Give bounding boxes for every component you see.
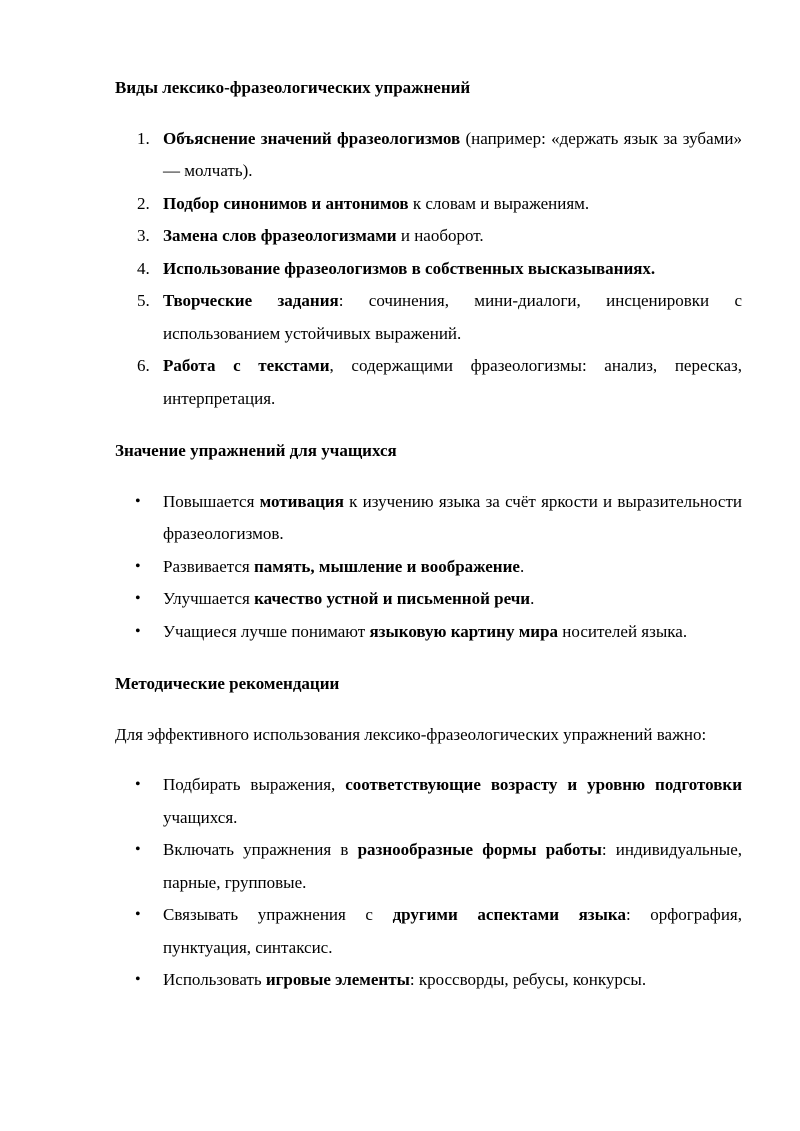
- list-item: [115, 253, 742, 286]
- list-item: [115, 285, 742, 350]
- list-item: [115, 123, 742, 188]
- list-item: [115, 350, 742, 415]
- list-item: [115, 188, 742, 221]
- list-number: 2.: [137, 193, 150, 213]
- bold-text: мотивация: [259, 491, 344, 511]
- text-run: : кроссворды, ребусы, конкурсы.: [409, 970, 647, 989]
- list-number: 4.: [137, 258, 150, 278]
- text-run: : индивидуальные, парные, групповые.: [163, 840, 742, 892]
- list-item: [115, 769, 742, 834]
- bold-text: языковую картину мира: [369, 621, 559, 641]
- text-run: .: [519, 556, 525, 576]
- bold-text: соответствующие возрасту и уровню подготовки: [345, 775, 742, 794]
- text-run: Учащиеся лучше понимают: [163, 621, 370, 641]
- bold-text: качество устной и письменной речи: [254, 589, 531, 608]
- list-item: [115, 220, 742, 253]
- heading-exercise-value: Значение упражнений для учащихся: [115, 441, 397, 460]
- text-run: : сочинения, мини-диалоги, инсценировки с использованием устойчивых выражений.: [163, 291, 743, 343]
- bullet-list-method-recommendations: [115, 769, 742, 997]
- text-run: Развивается: [163, 556, 254, 576]
- bullet-marker: •: [135, 622, 141, 640]
- bold-text: память, мышление и воображение: [254, 556, 520, 576]
- text-run: : орфография, пунктуация, синтаксис.: [163, 905, 742, 957]
- text-run: к изучению языка за счёт яркости и выразительности фразеологизмов.: [163, 491, 742, 543]
- bullet-list-exercise-value: [115, 486, 742, 649]
- bold-text: другими аспектами языка: [392, 905, 626, 924]
- bullet-marker: •: [135, 906, 141, 923]
- text-run: Использовать: [163, 970, 266, 989]
- bold-text: Подбор синонимов и антонимов: [163, 193, 409, 213]
- bold-text: игровые элементы: [265, 970, 410, 989]
- list-number: 6.: [137, 356, 150, 375]
- list-number: 5.: [137, 291, 150, 310]
- bullet-marker: •: [135, 971, 141, 988]
- text-run: Улучшается: [163, 589, 255, 608]
- bold-text: Замена слов фразеологизмами: [163, 226, 397, 245]
- bullet-marker: •: [135, 557, 141, 575]
- list-item: [115, 834, 742, 899]
- bold-text: Работа с текстами: [163, 356, 330, 375]
- bold-text: Использование фразеологизмов в собственных высказываниях.: [163, 258, 656, 278]
- text-run: (например: «держать язык за зубами» — молчать).: [163, 128, 742, 180]
- bold-text: разнообразные формы работы: [357, 840, 602, 859]
- text-run: , содержащими фразеологизмы: анализ, пересказ, интерпретация.: [163, 356, 742, 408]
- document-page: [115, 72, 742, 997]
- text-run: Связывать упражнения с: [163, 905, 393, 924]
- numbered-list-exercise-types: [115, 123, 742, 416]
- list-item: [115, 583, 742, 616]
- text-run: носителей языка.: [558, 621, 688, 641]
- bold-text: Объяснение значений фразеологизмов: [163, 128, 461, 148]
- list-number: 1.: [137, 128, 150, 148]
- bullet-marker: •: [135, 590, 141, 607]
- text-run: Подбирать выражения,: [163, 775, 346, 794]
- list-item: [115, 899, 742, 964]
- list-item: [115, 486, 742, 551]
- text-run: и наоборот.: [396, 226, 484, 245]
- text-run: Повышается: [163, 491, 260, 511]
- bullet-marker: •: [135, 776, 141, 793]
- method-intro-paragraph: Для эффективного использования лексико-фразеологических упражнений важно:: [115, 724, 707, 744]
- bullet-marker: •: [135, 492, 141, 510]
- text-run: Включать упражнения в: [163, 840, 358, 859]
- text-run: учащихся.: [163, 807, 238, 827]
- text-run: к словам и выражениям.: [408, 193, 590, 213]
- list-item: [115, 616, 742, 649]
- heading-method-recommendations: Методические рекомендации: [115, 674, 340, 693]
- bold-text: Творческие задания: [163, 291, 339, 310]
- list-item: [115, 551, 742, 584]
- text-run: .: [530, 589, 535, 608]
- heading-exercise-types: Виды лексико-фразеологических упражнений: [115, 78, 471, 97]
- list-number: 3.: [137, 226, 150, 245]
- list-item: [115, 964, 742, 997]
- bullet-marker: •: [135, 841, 141, 858]
